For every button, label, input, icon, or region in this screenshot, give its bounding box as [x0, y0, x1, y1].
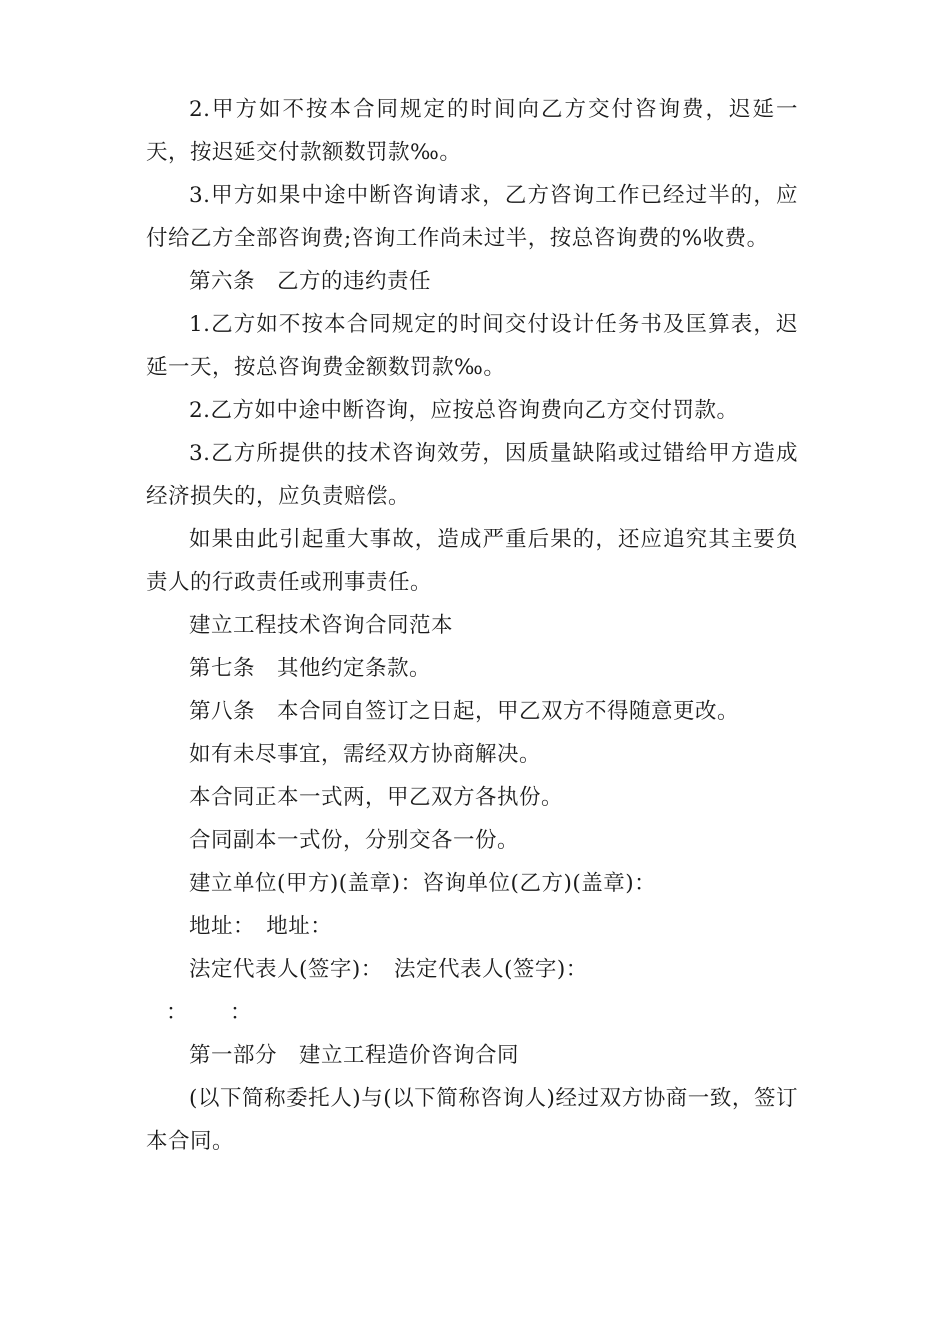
article-8: 第八条 本合同自签订之日起，甲乙双方不得随意更改。: [189, 699, 740, 724]
clause-liability: 如果由此引起重大事故，造成严重后果的，还应追究其主要负责人的行政责任或刑事责任。: [146, 527, 798, 595]
clause-party-b-interruption: 2.乙方如中途中断咨询，应按总咨询费向乙方交付罚款。: [189, 398, 739, 423]
clause-party-a-interruption: 3.甲方如果中途中断咨询请求，乙方咨询工作已经过半的，应付给乙方全部咨询费;咨询工作尚未过半，按总咨询费的%收费。: [146, 183, 798, 251]
colon-left: ：: [166, 1000, 188, 1025]
contract-template-title: 建立工程技术咨询合同范本: [189, 613, 454, 638]
clause-party-b-late-delivery: 1.乙方如不按本合同规定的时间交付设计任务书及匡算表，迟延一天，按总咨询费金额数罚款‰。: [146, 312, 798, 380]
clause-party-b-quality: 3.乙方所提供的技术咨询效劳，因质量缺陷或过错给甲方造成经济损失的，应负责赔偿。: [146, 441, 798, 509]
clause-party-a-late-payment: 2.甲方如不按本合同规定的时间向乙方交付咨询费，迟延一天，按迟延交付款额数罚款‰。: [146, 97, 798, 165]
signature-addresses: 地址： 地址：: [189, 914, 333, 939]
signature-colon-row: [146, 991, 798, 1034]
clause-unresolved-matters: 如有未尽事宜，需经双方协商解决。: [189, 742, 542, 767]
article-7: 第七条 其他约定条款。: [189, 656, 432, 681]
colon-right: ：: [230, 1000, 252, 1025]
clause-original-copies: 本合同正本一式两，甲乙双方各执份。: [189, 785, 564, 810]
article-6-heading: 第六条 乙方的违约责任: [189, 269, 432, 294]
document-body: [146, 88, 798, 1163]
signature-units: 建立单位(甲方)(盖章)：咨询单位(乙方)(盖章)：: [189, 871, 657, 896]
contract-preamble: (以下简称委托人)与(以下简称咨询人)经过双方协商一致，签订本合同。: [146, 1086, 798, 1154]
part-one-heading: 第一部分 建立工程造价咨询合同: [189, 1043, 520, 1068]
signature-representatives: 法定代表人(签字)： 法定代表人(签字)：: [189, 957, 588, 982]
clause-duplicate-copies: 合同副本一式份，分别交各一份。: [189, 828, 520, 853]
